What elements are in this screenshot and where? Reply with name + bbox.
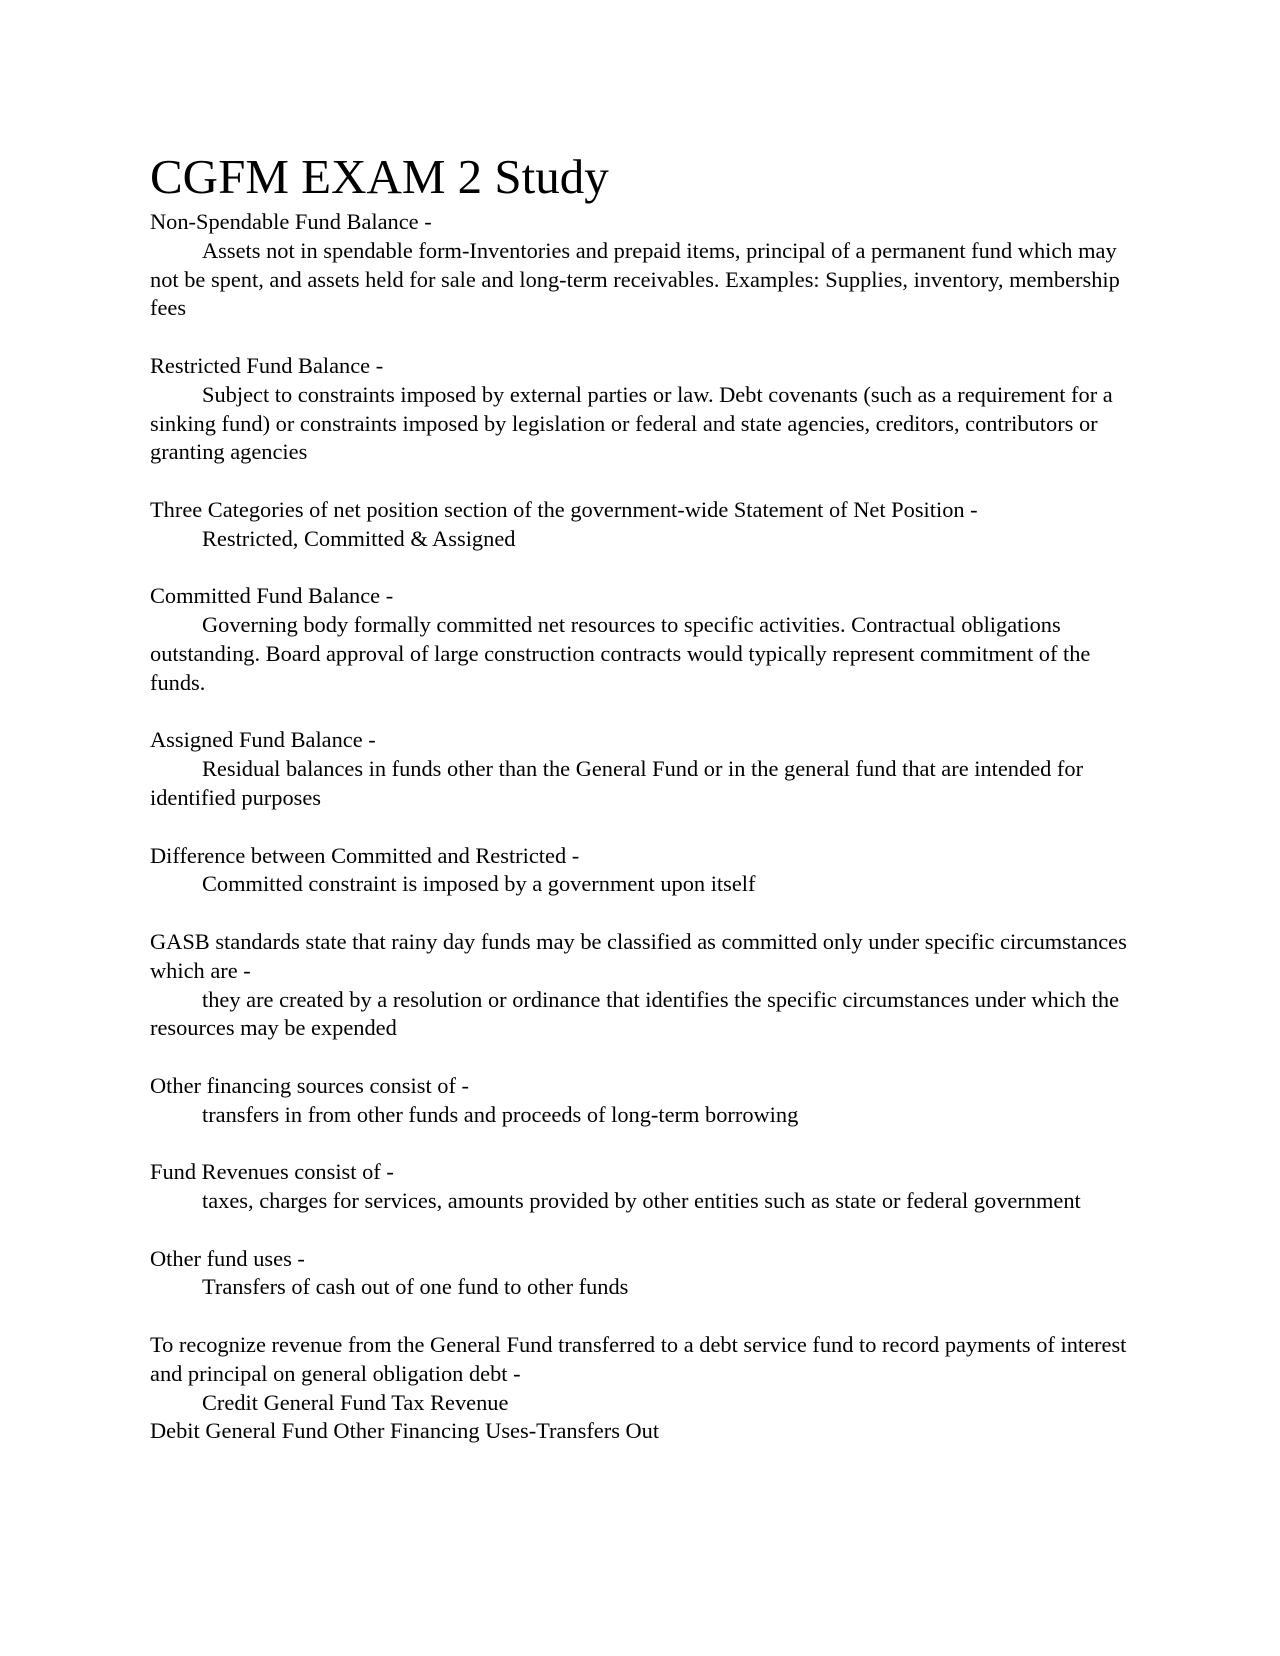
entry-definition: transfers in from other funds and proceeds of long-term borrowing [202, 1101, 799, 1127]
entry-definition: Assets not in spendable form-Inventories and prepaid items, principal of a permanent fund which may not be spent, and assets held for sale and long-term receivables. Examples: Supplies, inventory, membership fees [150, 237, 1120, 321]
entry-term: Difference between Committed and Restricted - [150, 842, 580, 868]
entry-term: Restricted Fund Balance - [150, 352, 384, 378]
entry-other-financing-sources [150, 1072, 1140, 1130]
document-title: CGFM EXAM 2 Study [150, 149, 609, 204]
entry-definition: Credit General Fund Tax Revenue [202, 1389, 509, 1415]
entry-restricted-fund-balance [150, 352, 1140, 467]
entry-definition: Restricted, Committed & Assigned [202, 525, 516, 551]
entry-definition: Residual balances in funds other than the General Fund or in the general fund that are intended for identified purposes [150, 756, 1084, 810]
entry-definition: Governing body formally committed net resources to specific activities. Contractual obligations outstanding. Board approval of large construction contracts would typically represent commitment of the funds. [150, 612, 1091, 695]
entry-term: To recognize revenue from the General Fund transferred to a debt service fund to record payments of interest and principal on general obligation debt - [150, 1332, 1127, 1386]
entry-three-categories-net-position [150, 496, 1140, 554]
entry-definition: Transfers of cash out of one fund to other funds [202, 1274, 629, 1300]
entry-term: Non-Spendable Fund Balance - [150, 209, 432, 234]
entry-definition: taxes, charges for services, amounts provided by other entities such as state or federal government [202, 1188, 1081, 1214]
entry-debt-service-transfer [150, 1331, 1140, 1446]
entry-rainy-day-funds [150, 928, 1140, 1043]
entry-fund-revenues [150, 1158, 1140, 1216]
entry-committed-vs-restricted [150, 842, 1140, 900]
entry-definition-continued: Debit General Fund Other Financing Uses-Transfers Out [150, 1418, 660, 1444]
entry-term: Assigned Fund Balance - [150, 727, 376, 753]
entry-committed-fund-balance [150, 582, 1140, 697]
entry-definition: Subject to constraints imposed by external parties or law. Debt covenants (such as a requirement for a sinking fund) or constraints imposed by legislation or federal and state agencies, creditors, contributors or granting agencies [150, 381, 1113, 465]
entry-non-spendable-fund-balance [150, 208, 1140, 323]
entry-term: Other financing sources consist of - [150, 1072, 469, 1098]
entry-definition: they are created by a resolution or ordinance that identifies the specific circumstances under which the resources may be expended [150, 986, 1120, 1041]
document-page [150, 146, 1140, 1475]
entry-term: GASB standards state that rainy day funds may be classified as committed only under specific circumstances which are - [150, 928, 1127, 983]
entry-assigned-fund-balance [150, 726, 1140, 812]
entry-term: Three Categories of net position section of the government-wide Statement of Net Position - [150, 496, 978, 522]
entry-term: Fund Revenues consist of - [150, 1159, 394, 1185]
entry-definition: Committed constraint is imposed by a government upon itself [202, 871, 756, 897]
entry-term: Other fund uses - [150, 1245, 305, 1271]
entry-term: Committed Fund Balance - [150, 583, 394, 609]
entry-other-fund-uses [150, 1245, 1140, 1303]
